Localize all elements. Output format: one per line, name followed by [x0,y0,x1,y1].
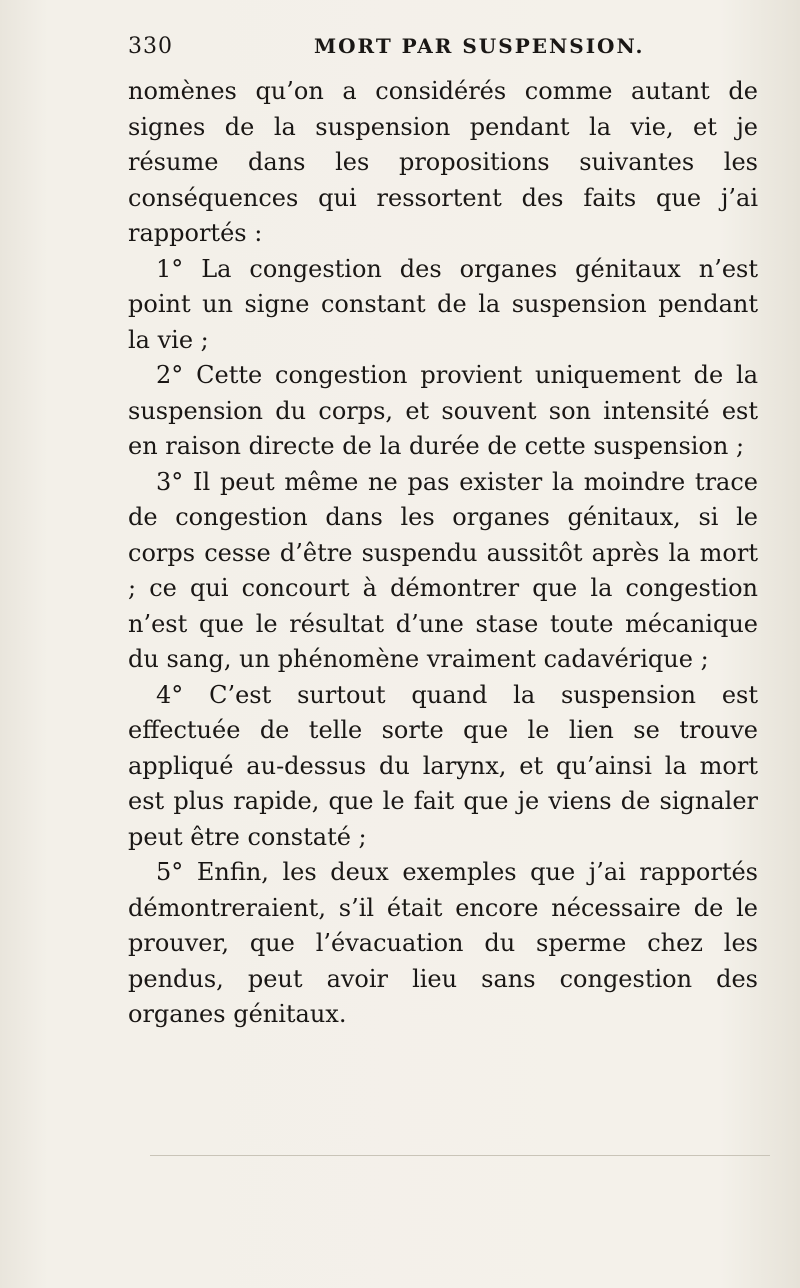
proposition-1: 1° La congestion des organes génitaux n’est point un signe constant de la suspension pendant la vie ; [128,254,758,354]
page-header [128,34,768,68]
proposition-5: 5° Enfin, les deux exemples que j’ai rapportés démontreraient, s’il était encore nécessaire de le prouver, que l’évacuation du sperme chez les pendus, peut avoir lieu sans congestion des organes génitaux. [128,858,758,1028]
page-number: 330 [128,34,173,59]
paragraph-continuation: nomènes qu’on a considérés comme autant de signes de la suspension pendant la vie, et je résume dans les propositions suivantes les conséquences qui ressortent des faits que j’ai rapportés : [128,77,758,247]
running-head: MORT PAR SUSPENSION. [314,34,645,58]
body-text [128,74,758,1033]
proposition-4: 4° C’est surtout quand la suspension est effectuée de telle sorte que le lien se trouve appliqué au-dessus du larynx, et qu’ainsi la mort est plus rapide, que le fait que je viens de signaler peut être constaté ; [128,680,758,851]
footnote-rule [150,1155,770,1156]
proposition-3: 3° Il peut même ne pas exister la moindre trace de congestion dans les organes génitaux, si le corps cesse d’être suspendu aussitôt après la mort ; ce qui concourt à démontrer que la congestion n’est que le résultat d’une stase toute mécanique du sang, un phénomène vraiment cadavérique ; [128,467,758,673]
proposition-2: 2° Cette congestion provient uniquement de la suspension du corps, et souvent son intensité est en raison directe de la durée de cette suspension ; [128,361,758,460]
